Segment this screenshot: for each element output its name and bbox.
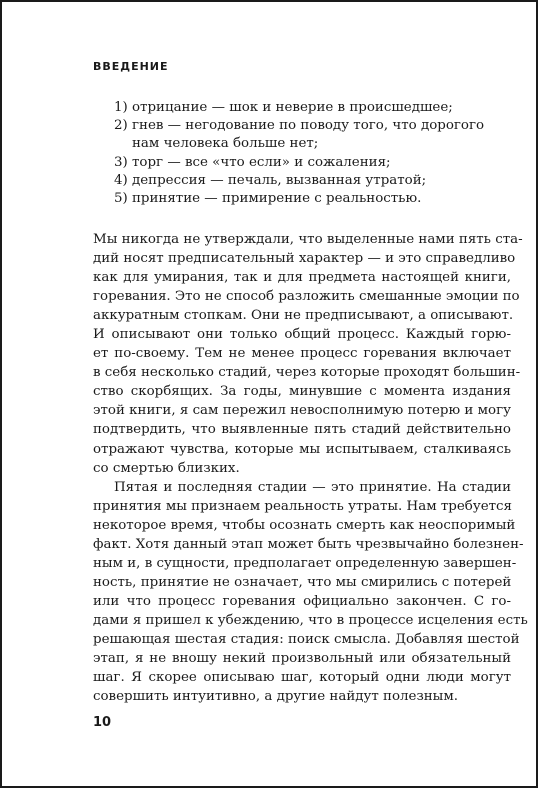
text-line: факт. Хотя данный этап может быть чрезвычайно болезнен- <box>93 536 524 552</box>
stage-item <box>114 117 484 153</box>
text-line: Мы никогда не утверждали, что выделенные нами пять ста- <box>93 232 523 247</box>
stages-list <box>114 99 484 208</box>
text-line: дами я пришел к убеждению, что в процессе исцеления есть <box>93 612 528 628</box>
stage-number: 5) <box>114 191 128 207</box>
text-line: ным и, в сущности, предполагает определенную завершен- <box>93 555 517 571</box>
stage-number: 4) <box>114 172 128 188</box>
stage-number: 1) <box>114 100 128 115</box>
text-line: подтвердить, что выявленные пять стадий действительно <box>93 422 511 438</box>
text-line: дий носят предписательный характер — и это справедливо <box>93 251 516 267</box>
text-line: шаг. Я скорее описываю шаг, который одни люди могут <box>93 670 511 686</box>
text-line: ет по-своему. Тем не менее процесс горевания включает <box>93 346 511 362</box>
stage-number: 2) <box>114 118 128 134</box>
stage-text: гнев — негодование по поводу того, что дорогого <box>132 118 485 134</box>
stage-text: торг — все «что если» и сожаления; <box>132 154 391 170</box>
text-line: совершить интуитивно, а другие найдут полезным. <box>93 689 459 705</box>
text-line: И описывают они только общий процесс. Каждый горю- <box>93 327 511 343</box>
stage-item <box>114 99 484 117</box>
text-line: или что процесс горевания официально закончен. С го- <box>93 593 511 609</box>
text-line: Пятая и последняя стадии — это принятие. На стадии <box>114 479 511 495</box>
paragraph <box>93 230 523 478</box>
stage-text: отрицание — шок и неверие в происшедшее; <box>132 100 453 115</box>
stage-item <box>114 154 484 172</box>
stage-text: нам человека больше нет; <box>132 136 319 152</box>
text-line: отражают чувства, которые мы испытываем, сталкиваясь <box>93 441 511 457</box>
text-line: горевания. Это не способ разложить смешанные эмоции по <box>93 289 520 305</box>
text-line: ство скорбящих. За годы, минувшие с момента издания <box>93 384 511 400</box>
text-line: со смертью близких. <box>93 460 240 476</box>
text-line: аккуратным стопкам. Они не предписывают, а описывают. <box>93 308 514 324</box>
stage-number: 3) <box>114 154 128 170</box>
text-line: ность, принятие не означает, что мы смирились с потерей <box>93 574 512 590</box>
body-text <box>93 230 528 706</box>
text-line: решающая шестая стадия: поиск смысла. Добавляя шестой <box>93 631 520 647</box>
stage-item <box>114 172 484 190</box>
page-number: 10 <box>93 715 112 730</box>
stage-text: депрессия — печаль, вызванная утратой; <box>132 172 427 188</box>
text-line: как для умирания, так и для предмета настоящей книги, <box>93 270 511 286</box>
running-head: ВВЕДЕНИЕ <box>93 60 169 73</box>
paragraph <box>93 478 528 707</box>
stage-item <box>114 190 484 208</box>
stage-text: принятие — примирение с реальностью. <box>132 191 422 207</box>
text-line: в себя несколько стадий, через которые проходят большин- <box>93 365 521 381</box>
text-line: этой книги, я сам пережил невосполнимую потерю и могу <box>93 403 511 419</box>
text-line: принятия мы признаем реальность утраты. Нам требуется <box>93 498 512 514</box>
text-line: некоторое время, чтобы осознать смерть как неоспоримый <box>93 517 516 533</box>
text-line: этап, я не вношу некий произвольный или обязательный <box>93 651 511 667</box>
